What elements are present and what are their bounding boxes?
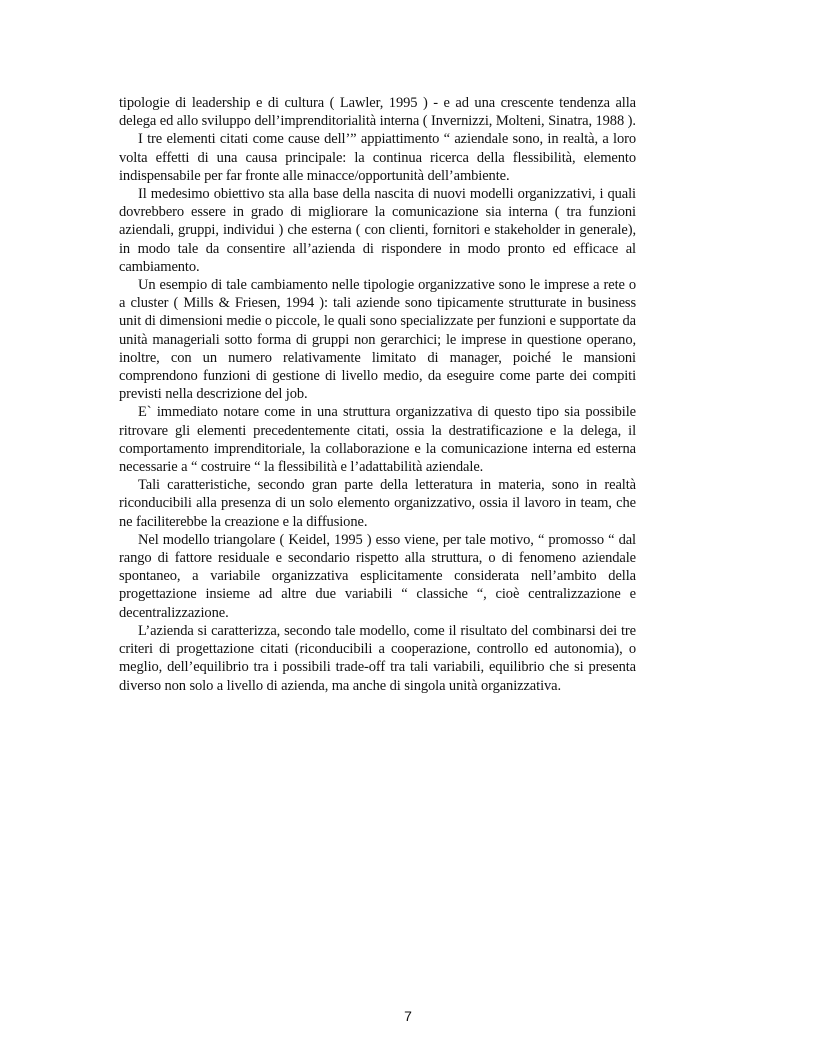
- document-body: [119, 94, 636, 695]
- paragraph-network-firms: Un esempio di tale cambiamento nelle tipologie organizzative sono le imprese a rete o a cluster ( Mills & Friesen, 1994 ): tali aziende sono tipicamente strutturate in business unit di dimensioni medie o piccole, le quali sono specializzate per funzioni e supportate da unità manageriali sotto forma di gruppi non gerarchici; le imprese in questione operano, inoltre, con un numero relativamente limitato di manager, poiché le mansioni comprendono funzioni di gestione di livello medio, da eseguire come parte dei compiti previsti nella descrizione del job.: [119, 277, 636, 403]
- paragraph-triangular-model: Nel modello triangolare ( Keidel, 1995 ) esso viene, per tale motivo, “ promosso “ dal rango di fattore residuale e secondario rispetto alla struttura, o di fenomeno aziendale spontaneo, a variabile organizzativa esplicitamente considerata nell’ambito della progettazione insieme ad altre due variabili “ classiche “, cioè centralizzazione e decentralizzazione.: [119, 531, 636, 621]
- paragraph-teamwork: Tali caratteristiche, secondo gran parte della letteratura in materia, sono in realtà riconducibili alla presenza di un solo elemento organizzativo, ossia il lavoro in team, che ne faciliterebbe la creazione e la diffusione.: [119, 477, 636, 530]
- paragraph-organizational-structure: E` immediato notare come in una struttura organizzativa di questo tipo sia possibile ritrovare gli elementi precedentemente citati, ossia la destratificazione e la delega, il comportamento imprenditoriale, la collaborazione e la comunicazione interna ed esterna necessarie a “ costruire “ la flessibilità e l’adattabilità aziendale.: [119, 404, 636, 476]
- paragraph-flexibility: I tre elementi citati come cause dell’” appiattimento “ aziendale sono, in realtà, a loro volta effetti di una causa principale: la continua ricerca della flessibilità, elemento indispensabile per far fronte alle minacce/opportunità dell’ambiente.: [119, 131, 636, 184]
- paragraph-new-models: Il medesimo obiettivo sta alla base della nascita di nuovi modelli organizzativi, i quali dovrebbero essere in grado di migliorare la comunicazione sia interna ( tra funzioni aziendali, gruppi, individui ) che esterna ( con clienti, fornitori e stakeholder in generale), in modo tale da consentire all’azienda di rispondere in modo pronto ed efficace al cambiamento.: [119, 186, 636, 275]
- paragraph-equilibrium: L’azienda si caratterizza, secondo tale modello, come il risultato del combinarsi dei tre criteri di progettazione citati (riconducibili a cooperazione, controllo ed autonomia), o meglio, dell’equilibrio tra i possibili trade-off tra tali variabili, equilibrio che si presenta diverso non solo a livello di azienda, ma anche di singola unità organizzativa.: [119, 622, 636, 694]
- paragraph-continuation: tipologie di leadership e di cultura ( Lawler, 1995 ) - e ad una crescente tendenza alla delega ed allo sviluppo dell’imprenditorialità interna ( Invernizzi, Molteni, Sinatra, 1988 ).: [119, 95, 636, 130]
- page-number: 7: [404, 1008, 412, 1024]
